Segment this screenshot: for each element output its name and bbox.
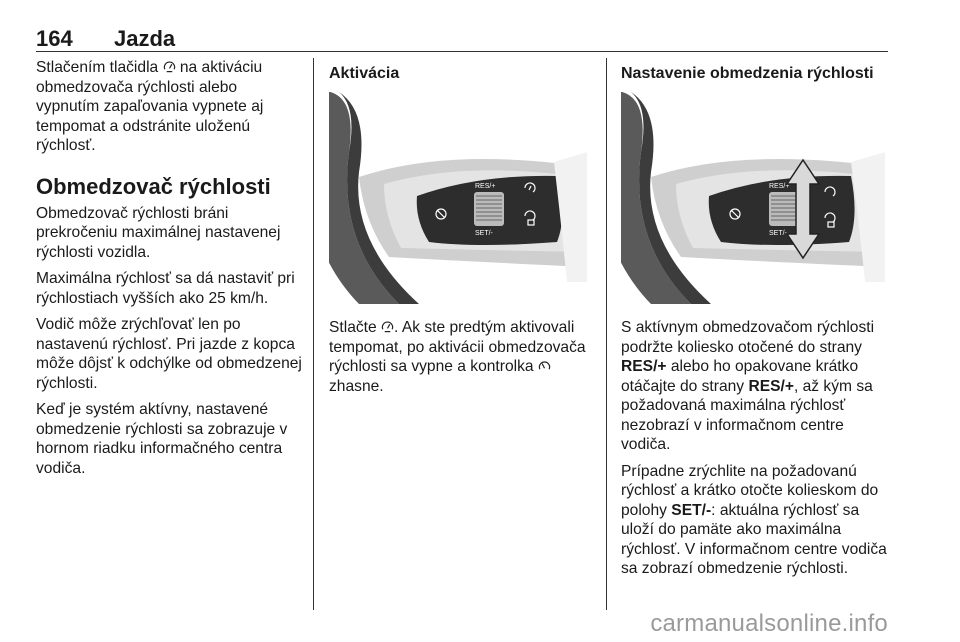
watermark: carmanualsonline.info bbox=[650, 610, 888, 637]
subsection-heading: Nastavenie obmedzenia rýchlosti bbox=[621, 65, 874, 82]
paragraph: Obmedzovač rýchlosti bráni prekročeniu maximálnej nastavenej rýchlosti vozidla. bbox=[36, 204, 281, 261]
page-number: 164 bbox=[36, 26, 73, 51]
subsection-heading: Aktivácia bbox=[329, 65, 400, 82]
steering-wheel-adjust-figure bbox=[621, 92, 885, 304]
header-rule bbox=[36, 51, 888, 52]
set-label: SET/- bbox=[769, 230, 787, 237]
paragraph: Vodič môže zrýchľovať len po nastavenú rýchlosť. Pri jazde z kopca môže dôjsť k odchýlke od obmedzenej rýchlosti. bbox=[36, 316, 302, 392]
column-3 bbox=[621, 58, 887, 586]
speed-limiter-icon bbox=[381, 320, 394, 333]
paragraph: S aktívnym obmedzovačom rýchlosti podržte koliesko otočené do strany RES/+ alebo ho opakovane krátko otáčajte do strany RES/+, až kým sa požadovaná maximálna rýchlosť nezobrazí v informačnom centre vodiča. bbox=[621, 319, 875, 453]
set-label: SET/- bbox=[475, 230, 493, 237]
section-heading: Obmedzovač rýchlosti bbox=[36, 173, 271, 199]
steering-wheel-figure bbox=[329, 92, 587, 304]
cruise-control-icon bbox=[538, 359, 551, 372]
speed-limiter-icon bbox=[163, 60, 176, 73]
column-divider-2 bbox=[606, 58, 607, 610]
res-label: RES/+ bbox=[475, 183, 496, 190]
column-1 bbox=[36, 58, 302, 485]
column-2 bbox=[329, 58, 593, 403]
paragraph: Stlačte . Ak ste predtým aktivovali tempomat, po aktivácii obmedzovača rýchlosti sa vypne a kontrolka zhasne. bbox=[329, 319, 586, 395]
paragraph: Prípadne zrýchlite na požadovanú rýchlosť a krátko otočte kolieskom do polohy SET/-: aktuálna rýchlosť sa uloží do pamäte ako maximálna rýchlosť. V informačnom centre vodiča sa zobrazí obmedzenie rýchlosti. bbox=[621, 462, 887, 577]
page-header bbox=[36, 26, 886, 52]
column-divider-1 bbox=[313, 58, 314, 610]
paragraph: Keď je systém aktívny, nastavené obmedzenie rýchlosti sa zobrazuje v hornom riadku informačného centra vodiča. bbox=[36, 401, 288, 477]
paragraph: Maximálna rýchlosť sa dá nastaviť pri rýchlostiach vyšších ako 25 km/h. bbox=[36, 270, 295, 307]
section-title: Jazda bbox=[114, 26, 176, 51]
res-label: RES/+ bbox=[769, 183, 790, 190]
paragraph: Stlačením tlačidla na aktiváciu obmedzovača rýchlosti alebo vypnutím zapaľovania vypnete aj tempomat a odstránite uloženú rýchlosť. bbox=[36, 59, 264, 154]
